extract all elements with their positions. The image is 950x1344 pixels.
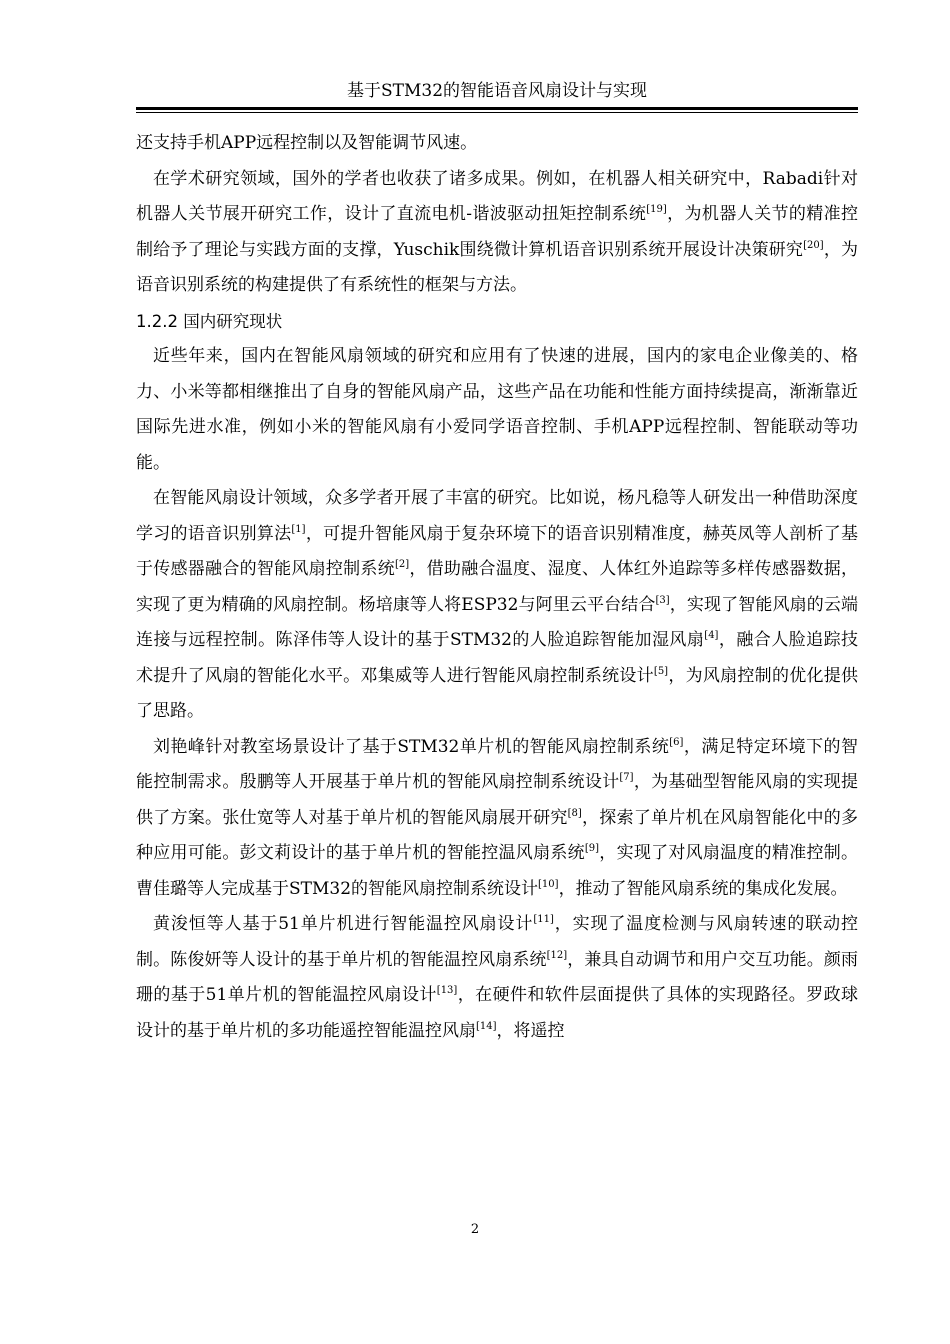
text-run: ，实现了对风扇温度的精准控制。曹佳璐等人完成基于STM32的智能风扇控制系统设计 <box>136 843 859 899</box>
running-header-title: 基于STM32的智能语音风扇设计与实现 <box>346 81 648 101</box>
citation: [7] <box>619 772 634 783</box>
citation: [11] <box>533 914 554 925</box>
text-run: 刘艳峰针对教室场景设计了基于STM32单片机的智能风扇控制系统 <box>153 736 670 757</box>
citation: [8] <box>567 807 582 819</box>
text-run: ，实现了温度检测与风扇转速的联动控制。陈俊妍等人设计的基于单片机的智能温控风扇系统 <box>136 914 858 970</box>
header-rule-thin <box>136 112 858 113</box>
page-number: 2 <box>470 1222 480 1237</box>
citation: [13] <box>436 985 458 996</box>
text-run: ，为基础型智能风扇的实现提供了方案。张仕宽等人对基于单片机的智能风扇展开研究 <box>136 772 859 828</box>
text-run: 在学术研究领域，国外的学者也收获了诸多成果。例如，在机器人相关研究中，Rabadi针对机器人关节展开研究工作，设计了直流电机-谐波驱动扭矩控制系统 <box>136 168 858 224</box>
citation: [20] <box>803 239 824 251</box>
header-rule-thick <box>136 107 858 110</box>
paragraph-domestic-industry: 近些年来，国内在智能风扇领域的研究和应用有了快速的进展，国内的家电企业像美的、格力、小米等都相继推出了自身的智能风扇产品，这些产品在功能和性能方面持续提高，渐渐靠近国际先进水准，例如小米的智能风扇有小爱同学语音控制、手机APP远程控制、智能联动等功能。 <box>136 346 858 473</box>
text-run: ，探索了单片机在风扇智能化中的多种应用可能。彭文莉设计的基于单片机的智能控温风扇系统 <box>136 807 859 863</box>
paragraph-continued: 还支持手机APP远程控制以及智能调节风速。 <box>136 133 478 153</box>
text-run: ，借助融合温度、湿度、人体红外追踪等多样传感器数据，实现了更为精确的风扇控制。杨培康等人将ESP32与阿里云平台结合 <box>136 559 859 615</box>
text-run: ，实现了智能风扇的云端连接与远程控制。陈泽伟等人设计的基于STM32的人脸追踪智能加湿风扇 <box>136 594 859 650</box>
citation: [19] <box>646 204 667 215</box>
text-run: ，兼具自动调节和用户交互功能。颜雨珊的基于51单片机的智能温控风扇设计 <box>136 949 859 1005</box>
citation: [2] <box>394 559 410 570</box>
body-text <box>136 126 858 1049</box>
citation: [5] <box>653 665 669 677</box>
text-run: ，满足特定环境下的智能控制需求。殷鹏等人开展基于单片机的智能风扇控制系统设计 <box>136 736 858 792</box>
section-heading: 1.2.2 国内研究现状 <box>136 311 283 331</box>
text-run: 黄浚恒等人基于51单片机进行智能温控风扇设计 <box>153 914 534 934</box>
text-run: ，融合人脸追踪技术提升了风扇的智能化水平。邓集威等人进行智能风扇控制系统设计 <box>136 630 859 686</box>
citation: [6] <box>669 736 684 748</box>
text-run: ，在硬件和软件层面提供了具体的实现路径。罗政球设计的基于单片机的多功能遥控智能温控风扇 <box>136 985 859 1041</box>
citation: [1] <box>291 523 306 535</box>
text-run: 在智能风扇设计领域，众多学者开展了丰富的研究。比如说，杨凡稳等人研发出一种借助深度学习的语音识别算法 <box>136 488 858 544</box>
citation: [14] <box>476 1020 497 1032</box>
citation: [12] <box>546 949 568 961</box>
text-run: ，可提升智能风扇于复杂环境下的语音识别精准度，赫英凤等人剖析了基于传感器融合的智能风扇控制系统 <box>136 523 859 579</box>
text-run: ，将遥控 <box>496 1020 565 1041</box>
citation: [9] <box>584 843 600 854</box>
paragraph-stm32-research <box>136 730 858 908</box>
citation: [10] <box>538 878 559 890</box>
text-run: ，为风扇控制的优化提供了思路。 <box>136 665 858 721</box>
text-run: ，为机器人关节的精准控制给予了理论与实践方面的支撑，Yuschik围绕微计算机语音识别系统开展设计决策研究 <box>136 204 858 260</box>
paragraph-foreign-research <box>136 162 858 304</box>
paragraph-domestic-research <box>136 481 858 730</box>
text-run: ，推动了智能风扇系统的集成化发展。 <box>558 878 848 899</box>
citation: [3] <box>655 594 670 606</box>
citation: [4] <box>704 630 719 641</box>
paragraph-51-mcu-research <box>136 907 858 1049</box>
text-run: ，为语音识别系统的构建提供了有系统性的框架与方法。 <box>136 239 859 295</box>
